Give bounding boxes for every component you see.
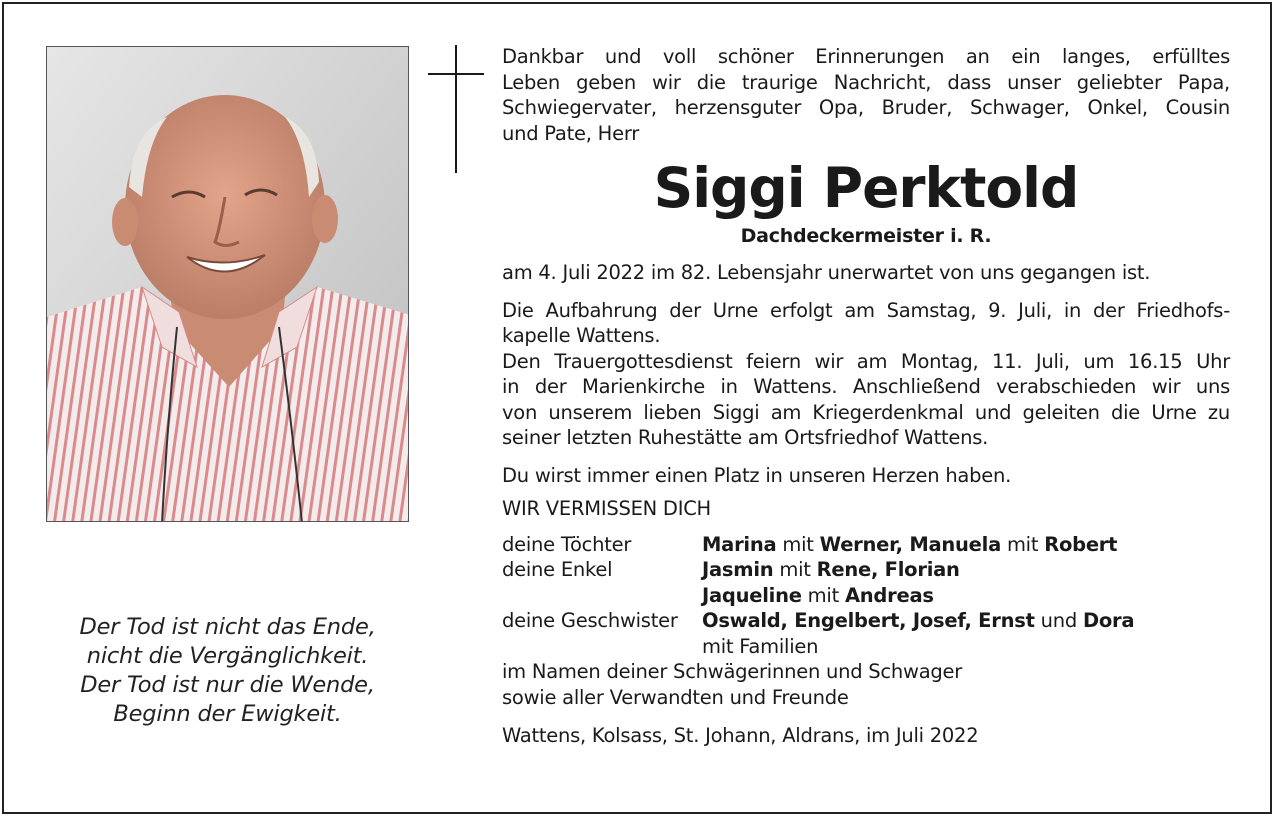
- intro-paragraph: [502, 44, 1230, 146]
- relatives-daughters: [502, 532, 1230, 558]
- funeral-paragraph: [502, 298, 1230, 451]
- closing-line: im Namen deiner Schwägerinnen und Schwager: [502, 660, 963, 683]
- quote-line: Der Tod ist nur die Wende,: [80, 672, 375, 698]
- death-line: am 4. Juli 2022 im 82. Lebensjahr unerwartet von uns gegangen ist.: [502, 261, 1151, 284]
- quote-line: Beginn der Ewigkeit.: [113, 701, 342, 727]
- funeral-line: kapelle Wattens.: [502, 324, 661, 347]
- connector-word: mit: [779, 558, 811, 581]
- cross-icon: [455, 45, 457, 173]
- connector-word: mit: [1006, 532, 1039, 556]
- deceased-name: Siggi Perktold: [653, 156, 1079, 220]
- places-date: Wattens, Kolsass, St. Johann, Aldrans, im Juli 2022: [502, 724, 979, 747]
- quote-line: nicht die Vergänglichkeit.: [86, 643, 369, 669]
- cross-icon-bar: [428, 73, 484, 75]
- intro-line: und Pate, Herr: [502, 121, 640, 145]
- miss-line: WIR VERMISSEN DICH: [502, 497, 711, 520]
- connector-word: und: [1040, 609, 1077, 632]
- relatives-label: deine Geschwister: [502, 609, 678, 632]
- portrait-photo: [46, 46, 409, 522]
- relatives-label: deine Töchter: [502, 532, 632, 556]
- relatives-label: deine Enkel: [502, 558, 613, 581]
- portrait-illustration: [47, 47, 409, 522]
- intro-line: Leben geben wir die traurige Nachricht, dass unser geliebter Papa,: [502, 70, 1230, 94]
- funeral-line: Die Aufbahrung der Urne erfolgt am Samstag, 9. Juli, in der Friedhofs-: [502, 298, 1230, 322]
- relatives-grandchildren-2: [502, 583, 1230, 609]
- quote-line: Der Tod ist nicht das Ende,: [79, 614, 376, 640]
- relative-name: Rene, Florian: [816, 558, 960, 581]
- relative-name: Robert: [1044, 532, 1118, 556]
- relative-name: Oswald, Engelbert, Josef, Ernst: [702, 609, 1035, 632]
- relative-name: Dora: [1082, 609, 1135, 632]
- funeral-line: in der Marienkirche in Wattens. Anschließend verabschieden wir uns: [502, 375, 1230, 398]
- relative-name: Marina: [702, 532, 777, 556]
- relatives-siblings: [502, 608, 1230, 634]
- funeral-line: Den Trauergottesdienst feiern wir am Montag, 11. Juli, um 16.15 Uhr: [502, 349, 1230, 373]
- deceased-title: Dachdeckermeister i. R.: [740, 225, 992, 247]
- closing-line: sowie aller Verwandten und Freunde: [502, 685, 849, 709]
- families-text: mit Familien: [702, 634, 819, 658]
- funeral-line: seiner letzten Ruhestätte am Ortsfriedhof Wattens.: [502, 426, 989, 449]
- connector-word: mit: [807, 583, 839, 607]
- funeral-line: von unserem lieben Siggi am Kriegerdenkmal und geleiten die Urne zu: [502, 400, 1230, 424]
- relatives-families: [502, 634, 1230, 660]
- relative-name: Andreas: [844, 583, 934, 607]
- relative-name: Jasmin: [702, 558, 774, 581]
- memorial-quote: [46, 613, 409, 729]
- relatives-grandchildren: [502, 557, 1230, 583]
- heart-line: Du wirst immer einen Platz in unseren Herzen haben.: [502, 463, 1012, 487]
- intro-line: Dankbar und voll schöner Erinnerungen an ein langes, erfülltes: [502, 45, 1230, 68]
- relative-name: Werner, Manuela: [819, 532, 1001, 556]
- obituary-text: [502, 44, 1230, 749]
- intro-line: Schwiegervater, herzensguter Opa, Bruder, Schwager, Onkel, Cousin: [502, 96, 1230, 119]
- relative-name: Jaqueline: [702, 583, 802, 607]
- connector-word: mit: [782, 532, 814, 556]
